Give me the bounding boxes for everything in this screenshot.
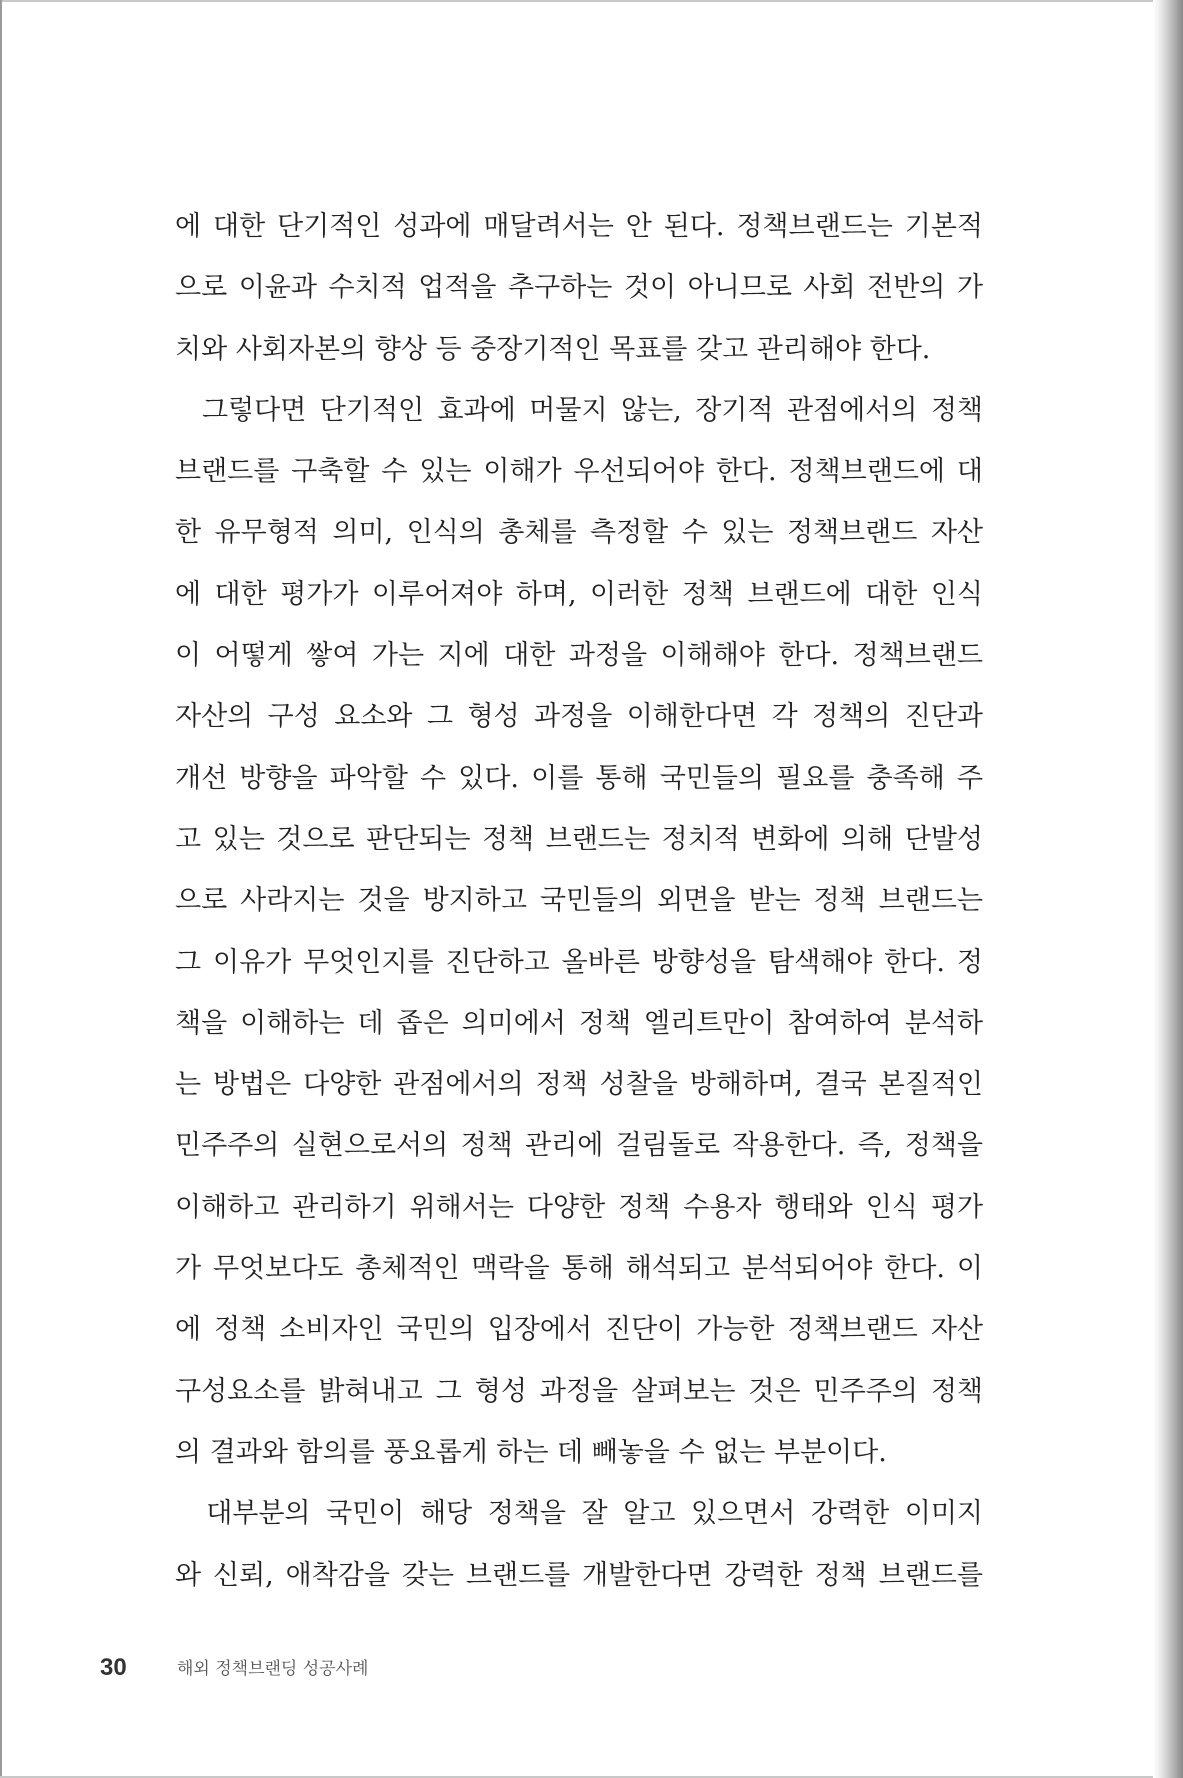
text-line: 브랜드를 구축할 수 있는 이해가 우선되어야 한다. 정책브랜드에 대	[175, 456, 983, 488]
text-line: 그렇다면 단기적인 효과에 머물지 않는, 장기적 관점에서의 정책	[175, 394, 983, 426]
text-line: 가 무엇보다도 총체적인 맥락을 통해 해석되고 분석되어야 한다. 이	[175, 1253, 983, 1285]
text-line: 의 결과와 함의를 풍요롭게 하는 데 빼놓을 수 없는 부분이다.	[175, 1436, 887, 1468]
page-edge-shadow	[1153, 0, 1183, 1778]
text-line: 민주주의 실현으로서의 정책 관리에 걸림돌로 작용한다. 즉, 정책을	[175, 1130, 983, 1162]
text-line: 한 유무형적 의미, 인식의 총체를 측정할 수 있는 정책브랜드 자산	[175, 517, 983, 549]
text-line: 고 있는 것으로 판단되는 정책 브랜드는 정치적 변화에 의해 단발성	[175, 823, 983, 855]
text-line: 이해하고 관리하기 위해서는 다양한 정책 수용자 행태와 인식 평가	[175, 1191, 983, 1223]
text-line: 는 방법은 다양한 관점에서의 정책 성찰을 방해하며, 결국 본질적인	[175, 1069, 983, 1101]
text-line: 으로 사라지는 것을 방지하고 국민들의 외면을 받는 정책 브랜드는	[175, 885, 983, 917]
page-border-left	[0, 0, 2, 1778]
text-line: 에 대한 단기적인 성과에 매달려서는 안 된다. 정책브랜드는 기본적	[175, 211, 983, 242]
text-line: 이 어떻게 쌓여 가는 지에 대한 과정을 이해해야 한다. 정책브랜드	[175, 640, 983, 672]
text-line: 으로 이윤과 수치적 업적을 추구하는 것이 아니므로 사회 전반의 가	[175, 272, 983, 304]
text-line: 그 이유가 무엇인지를 진단하고 올바른 방향성을 탐색해야 한다. 정	[175, 946, 983, 978]
text-line: 에 정책 소비자인 국민의 입장에서 진단이 가능한 정책브랜드 자산	[175, 1314, 983, 1346]
text-line: 자산의 구성 요소와 그 형성 과정을 이해한다면 각 정책의 진단과	[175, 701, 983, 733]
text-line: 대부분의 국민이 해당 정책을 잘 알고 있으면서 강력한 이미지	[175, 1498, 983, 1530]
body-text	[175, 196, 983, 1606]
text-line: 책을 이해하는 데 좁은 의미에서 정책 엘리트만이 참여하여 분석하	[175, 1007, 983, 1039]
text-line: 치와 사회자본의 향상 등 중장기적인 목표를 갖고 관리해야 한다.	[175, 333, 931, 365]
text-line: 개선 방향을 파악할 수 있다. 이를 통해 국민들의 필요를 충족해 주	[175, 762, 983, 794]
page-number: 30	[100, 1654, 127, 1681]
text-line: 구성요소를 밝혀내고 그 형성 과정을 살펴보는 것은 민주주의 정책	[175, 1375, 983, 1407]
page-border-top	[0, 0, 1183, 2]
running-head: 해외 정책브랜딩 성공사례	[177, 1659, 369, 1679]
text-line: 에 대한 평가가 이루어져야 하며, 이러한 정책 브랜드에 대한 인식	[175, 578, 983, 610]
text-line: 와 신뢰, 애착감을 갖는 브랜드를 개발한다면 강력한 정책 브랜드를	[175, 1559, 983, 1591]
